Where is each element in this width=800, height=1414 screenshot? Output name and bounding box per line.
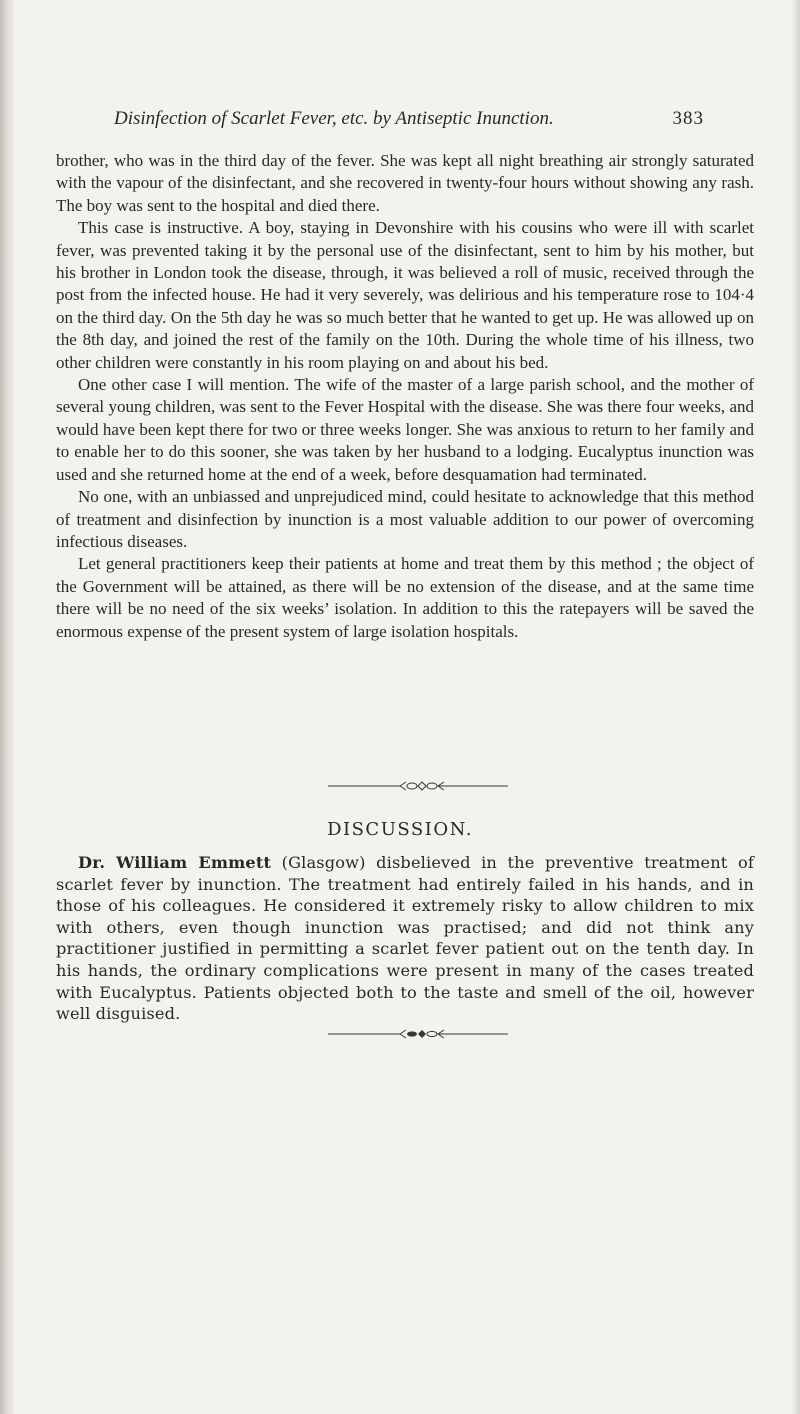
speaker-name: Dr. William Emmett — [78, 853, 272, 872]
discussion-paragraph — [56, 852, 754, 1025]
page-number: 383 — [672, 108, 704, 129]
section-divider-ornament — [328, 780, 508, 792]
paragraph-conclusion: No one, with an unbiassed and unprejudiced mind, could hesitate to acknowledge that this method of treatment and disinfection by inunction is a most valuable addition to our power of overcoming infectious diseases. — [56, 487, 754, 551]
discussion-heading: DISCUSSION. — [327, 819, 473, 840]
page-outer-edge — [792, 0, 800, 1414]
discussion-remarks: (Glasgow) disbelieved in the preventive treatment of scarlet fever by inunction. The treatment had entirely failed in his hands, and in those of his colleagues. He considered it extremely risky to allow children to mix with others, even though inunction was practised; and did not think any practitioner justified in permitting a scarlet fever patient out on the tenth day. In his hands, the ordinary complications were present in many of the cases treated with Eucalyptus. Patients objected both to the taste and smell of the oil, however well disguised. — [56, 853, 754, 1024]
end-divider-ornament — [328, 1028, 508, 1040]
discussion-text — [56, 852, 754, 1025]
page-binding-edge — [0, 0, 14, 1414]
running-header — [114, 106, 704, 132]
paragraph-continuation: brother, who was in the third day of the fever. She was kept all night breathing air strongly saturated with the vapour of the disinfectant, and she recovered in twenty-four hours without showing any rash. The boy was sent to the hospital and died there. — [56, 151, 754, 215]
paragraph-other-case: One other case I will mention. The wife of the master of a large parish school, and the mother of several young children, was sent to the Fever Hospital with the disease. She was there four weeks, and would have been kept there for two or three weeks longer. She was anxious to return to her family and to enable her to do this sooner, she was taken by her husband to a lodging. Eucalyptus inunction was used and she returned home at the end of a week, before desquamation had terminated. — [56, 375, 754, 484]
main-article-text — [56, 150, 754, 643]
running-title: Disinfection of Scarlet Fever, etc. by Antiseptic Inunction. — [114, 108, 554, 129]
paragraph-instructive-case: This case is instructive. A boy, staying in Devonshire with his cousins who were ill with scarlet fever, was prevented taking it by the personal use of the disinfectant, sent to him by his mother, but his brother in London took the disease, through, it was believed a roll of music, received through the post from the infected house. He had it very severely, was delirious and his temperature rose to 104·4 on the third day. On the 5th day he was so much better that he wanted to get up. He was allowed up on the 8th day, and joined the rest of the family on the 10th. During the whole time of his illness, two other children were constantly in his room playing on and about his bed. — [56, 218, 754, 372]
paragraph-recommendation: Let general practitioners keep their patients at home and treat them by this method ; the object of the Government will be attained, as there will be no extension of the disease, and at the same time there will be no need of the six weeks’ isolation. In addition to this the ratepayers will be saved the enormous expense of the present system of large isolation hospitals. — [56, 554, 754, 641]
